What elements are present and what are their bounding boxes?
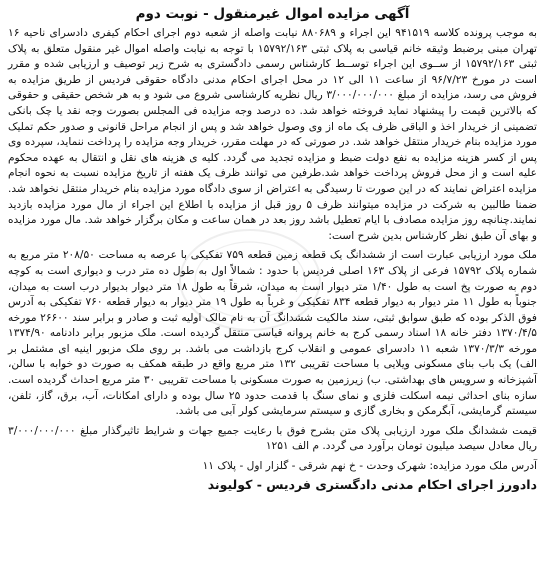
notice-title: آگهی مزایده اموال غیرمنقول - نوبت دوم: [135, 6, 410, 22]
notice-paragraph-price: قیمت ششدانگ ملک مورد ارزیابی پلاک متن بشرح فوق با رعایت جمیع جهات و شرایط تاثیرگذار مبلغ ۳/۰۰۰/۰۰۰/۰۰۰ ریال معادل سیصد میلیون تومان برآورد می گردد. م الف ۱۲۵۱: [8, 424, 537, 453]
property-address: آدرس ملک مورد مزایده: شهرک وحدت - خ نهم شرقی - گلزار اول - پلاک ۱۱: [202, 460, 537, 473]
notice-signature: دادورز اجرای احکام مدنی دادگستری فردیس - کولیوند: [207, 477, 537, 493]
notice-paragraph-terms: به موجب پرونده کلاسه ۹۴۱۵۱۹ این اجراء و ۸۸۰۶۸۹ نیابت واصله از شعبه دوم اجرای احکام کیفری دادسرای ناحیه ۱۶ تهران مبنی برضبط وثیقه خانم قیاسی به پلاک ثبتی ۱۵۷۹۲/۱۶۳ با توجه به نیابت واصله اموال غیر منقول متعلق به پلاک ثبتی ۱۵۷۹۲/۱۶۳ از ســوی این اجراء توســط کارشناس رسمی دادگستری به شرح زیر توصیف و ارزیابی شده و مقرر است در مورخ ۹۶/۷/۲۳ از ساعت ۱۱ الی ۱۲ در محل اجرای احکام مدنی دادگاه حقوقی فردیس از طریق مزایده به فروش می رسد، مزایده از مبلغ ۳/۰۰۰/۰۰۰/۰۰۰ ریال نظریه کارشناسی شروع می شود و به هر شخص حقیقی و حقوقی که بالاترین قیمت را پیشنهاد نماید فروخته خواهد شد. ده درصد وجه مزایده فی المجلس بصورت وجه نقد یا چک بانکی تضمینی از خریدار اخذ و الباقی ظرف یک ماه از وی وصول خواهد شد و پس از انجام مراحل قانونی و صدور حکم تملیک مورد مزایده بنام خریدار منتقل خواهد شد. در صورتی که در مهلت مقرر، خریدار وجه مزایده را پرداخت ننماید، سپرده وی پس از کسر هزینه مزایده به نفع دولت ضبط و مزایده تجدید می گردد. کلیه ی هزینه های نقل و انتقال به عهده محکوم علیه است و از محل فروش پرداخت خواهد شد.طرفین می توانند ظرف یک هفته از تاریخ مزایده نسبت به نحوه انجام مزایده اعتراض نمایند که در این صورت تا رسیدگی به اعتراض از سوی دادگاه مورد مزایده بنام خریدار منتقل نخواهد شد. ضمنا طالبین به شرکت در مزایده میتوانند ظرف ۵ روز قبل از مزایده با اطلاع این اجراء از مال مورد مزایده بازدید نمایند.چنانچه روز مزایده مصادف با ایام تعطیل باشد روز بعد در همان ساعت و مکان برگزار خواهد شد. مال مورد مزایده و بهای آن طبق نظر کارشناس بدین شرح است:: [8, 27, 537, 242]
notice-paragraph-property: ملک مورد ارزیابی عبارت است از ششدانگ یک قطعه زمین قطعه ۷۵۹ تفکیکی با عرصه به مساحت ۲۰۸/۵۰ متر مربع به شماره پلاک ۱۵۷۹۲ فرعی از پلاک ۱۶۳ اصلی فردیس با حدود : شمالاً اول به طول ده متر درب و دیواری است به کوچه دوم به صورت پخ است به طول ۱/۴۰ متر دیوار است به میدان، شرقاً به طول ۱۸ متر دیوار بدیوار درب است به میدان، جنوباً به طول ۱۱ متر دیوار به دیوار قطعه ۸۳۴ تفکیکی و غرباً به طول ۱۹ متر دیوار به دیوار قطعه ۷۶۰ تفکیکی به آدرس فوق الذکر بوده که طبق سوابق ثبتی، سند مالکیت ششدانگ آن به نام مالک اولیه ثبت و صادر و برابر سند ۲۶۶۰۰ مورخه ۱۳۷۰/۴/۵ دفتر خانه ۱۸ اسناد رسمی کرج به خانم پروانه قیاسی منتقل گردیده است. ملک مزبور برابر دادنامه ۱۳۷۴/۹۰ مورخه ۱۳۷۰/۳/۳ شعبه ۱۱ دادسرای عمومی و انقلاب کرج بازداشت می باشد. بر روی ملک مزبور اینیه ای مشتمل بر الف) یک باب بنای مسکونی ویلایی با مساحت تقریبی ۱۳۲ متر مربع واقع در طبقه همکف به صورت دو خوابه با سالن، آشپزخانه و سرویس های بهداشتی. ب) زیرزمین به صورت مسکونی با مساحت تقریبی ۳۰ متر مربع احداث گردیده است. سازه بنای احداثی نیمه اسکلت فلزی و نمای سنگ با قدمت حدود ۲۵ سال بوده و دارای امکانات، آب، برق، گاز، تلفن، سیستم گرمایشی، آبگرمکن و بخاری گازی و سیستم سرمایشی کولر آبی می باشد.: [8, 249, 538, 418]
